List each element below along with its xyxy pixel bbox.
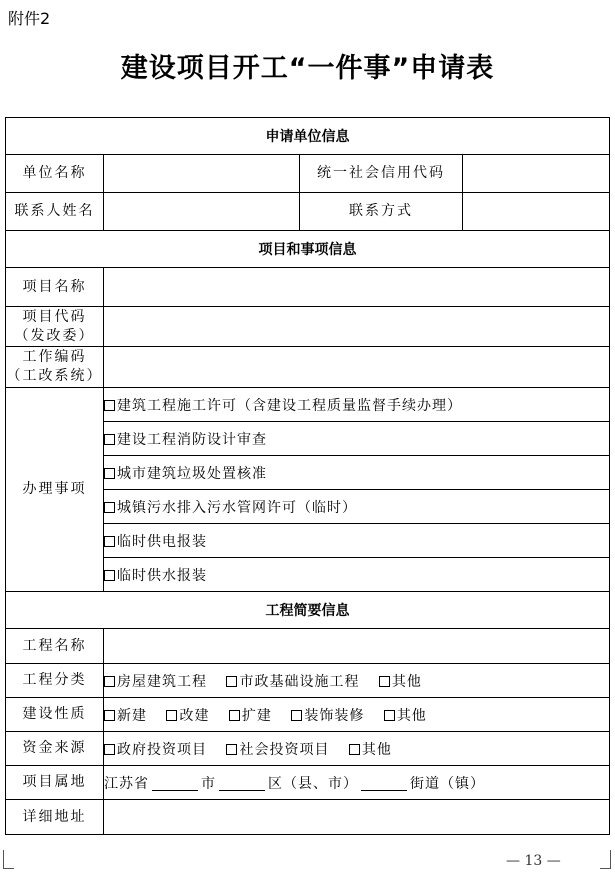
eng-category-option[interactable]	[379, 671, 422, 691]
eng-category-options	[104, 664, 610, 698]
street-text: 街道（镇）	[410, 775, 485, 792]
checkbox-icon[interactable]	[226, 744, 237, 755]
crop-mark-right	[600, 850, 611, 869]
work-code-label-line2: （工改系统）	[6, 368, 103, 384]
section-project-heading: 项目和事项信息	[6, 231, 610, 268]
unit-name-field[interactable]	[104, 155, 300, 193]
option-text: 扩建	[241, 707, 272, 724]
province-text: 江苏省	[104, 775, 149, 792]
matter-item[interactable]	[104, 388, 610, 422]
project-code-label-line1: 项目代码	[22, 308, 87, 325]
construction-nature-options	[104, 698, 610, 732]
option-text: 改建	[179, 707, 210, 724]
credit-code-field[interactable]	[463, 155, 610, 193]
district-blank[interactable]	[219, 776, 265, 791]
matter-item[interactable]	[104, 524, 610, 558]
checkbox-icon[interactable]	[104, 710, 115, 721]
checkbox-icon[interactable]	[104, 468, 115, 479]
checkbox-icon[interactable]	[104, 676, 115, 687]
eng-category-option[interactable]	[226, 671, 359, 691]
address-label: 详细地址	[6, 800, 104, 835]
fund-source-option[interactable]	[104, 739, 207, 759]
fund-source-option[interactable]	[349, 739, 392, 759]
eng-category-option[interactable]	[104, 671, 207, 691]
eng-category-label: 工程分类	[6, 664, 104, 698]
matter-text: 临时供水报装	[117, 567, 207, 584]
option-text: 房屋建筑工程	[117, 673, 207, 690]
district-text: 区（县、市）	[268, 775, 358, 792]
checkbox-icon[interactable]	[104, 744, 115, 755]
contact-name-label: 联系人姓名	[6, 193, 104, 231]
construction-nature-label: 建设性质	[6, 698, 104, 732]
eng-name-label: 工程名称	[6, 629, 104, 664]
construction-nature-option[interactable]	[104, 705, 147, 725]
matters-label: 办理事项	[6, 388, 104, 592]
matter-text: 临时供电报装	[117, 533, 207, 550]
application-form	[5, 117, 610, 835]
location-label: 项目属地	[6, 766, 104, 800]
section-engineering-heading: 工程简要信息	[6, 592, 610, 629]
fund-source-option[interactable]	[226, 739, 329, 759]
project-name-field[interactable]	[104, 268, 610, 307]
location-field	[104, 766, 610, 800]
checkbox-icon[interactable]	[104, 536, 115, 547]
page-number: — 13 —	[506, 853, 561, 869]
page-title: 建设项目开工“一件事”申请表	[120, 53, 495, 84]
construction-nature-option[interactable]	[291, 705, 364, 725]
address-field[interactable]	[104, 800, 610, 835]
option-text: 市政基础设施工程	[239, 673, 360, 690]
city-text: 市	[201, 775, 216, 792]
matter-item[interactable]	[104, 490, 610, 524]
checkbox-icon[interactable]	[291, 710, 302, 721]
project-code-label-line2: （发改委）	[14, 327, 95, 344]
checkbox-icon[interactable]	[104, 570, 115, 581]
section-applicant-heading: 申请单位信息	[6, 118, 610, 155]
option-text: 装饰装修	[304, 707, 365, 724]
contact-method-label: 联系方式	[300, 193, 463, 231]
checkbox-icon[interactable]	[379, 676, 390, 687]
checkbox-icon[interactable]	[166, 710, 177, 721]
construction-nature-option[interactable]	[384, 705, 427, 725]
checkbox-icon[interactable]	[384, 710, 395, 721]
construction-nature-option[interactable]	[229, 705, 272, 725]
credit-code-label: 统一社会信用代码	[300, 155, 463, 193]
checkbox-icon[interactable]	[104, 502, 115, 513]
construction-nature-option[interactable]	[166, 705, 209, 725]
matter-item[interactable]	[104, 456, 610, 490]
fund-source-options	[104, 732, 610, 766]
option-text: 政府投资项目	[117, 741, 207, 758]
matter-item[interactable]	[104, 422, 610, 456]
contact-method-field[interactable]	[463, 193, 610, 231]
checkbox-icon[interactable]	[104, 434, 115, 445]
matter-item[interactable]	[104, 558, 610, 592]
attachment-label: 附件2	[8, 9, 51, 28]
project-code-field[interactable]	[104, 307, 610, 347]
option-text: 其他	[396, 707, 427, 724]
checkbox-icon[interactable]	[226, 676, 237, 687]
fund-source-label: 资金来源	[6, 732, 104, 766]
checkbox-icon[interactable]	[229, 710, 240, 721]
work-code-label-line1: 工作编码	[22, 349, 87, 365]
option-text: 社会投资项目	[239, 741, 330, 758]
option-text: 新建	[117, 707, 147, 724]
work-code-field[interactable]	[104, 347, 610, 388]
matter-text: 城市建筑垃圾处置核准	[117, 465, 267, 482]
matter-text: 建设工程消防设计审查	[117, 431, 267, 448]
option-text: 其他	[361, 741, 392, 758]
project-code-label	[6, 307, 104, 347]
crop-mark-left	[3, 850, 14, 869]
eng-name-field[interactable]	[104, 629, 610, 664]
matter-text: 城镇污水排入污水管网许可（临时）	[117, 499, 357, 516]
contact-name-field[interactable]	[104, 193, 300, 231]
city-blank[interactable]	[152, 776, 198, 791]
work-code-label	[6, 347, 104, 388]
checkbox-icon[interactable]	[349, 744, 360, 755]
option-text: 其他	[391, 673, 422, 690]
matter-text: 建筑工程施工许可（含建设工程质量监督手续办理）	[117, 397, 462, 414]
checkbox-icon[interactable]	[104, 400, 115, 411]
unit-name-label: 单位名称	[6, 155, 104, 193]
street-blank[interactable]	[361, 776, 407, 791]
project-name-label: 项目名称	[6, 268, 104, 307]
